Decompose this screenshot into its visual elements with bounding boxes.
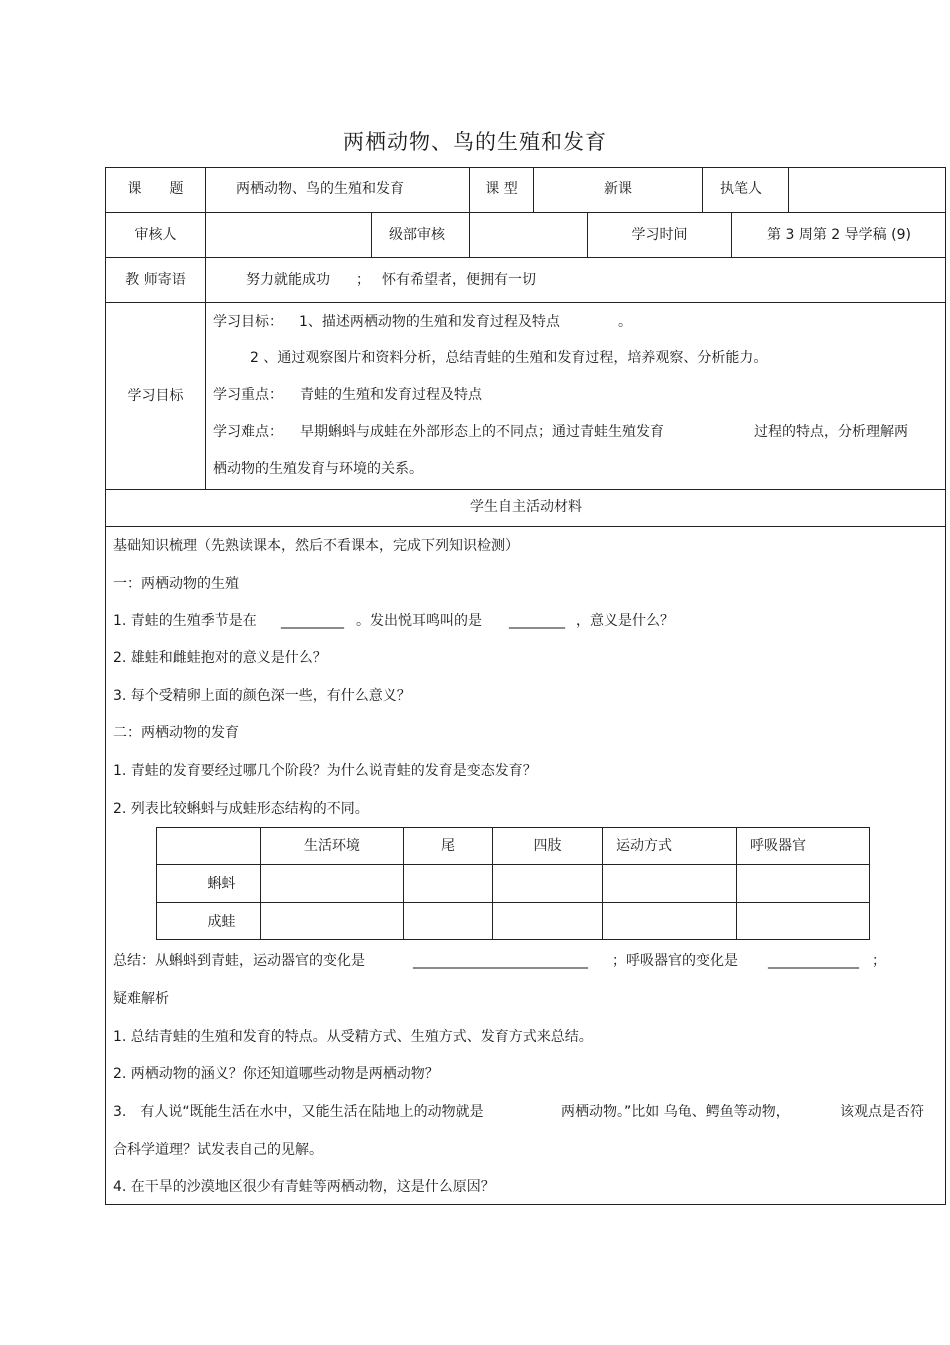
material-intro: 基础知识梳理（先熟读课本，然后不看课本，完成下列知识检测） [113, 538, 519, 554]
comparison-col-divider [602, 827, 603, 940]
summary-blank-1: _________________________ [413, 953, 588, 969]
row-divider [105, 302, 946, 303]
comparison-header-locomotion: 运动方式 [616, 838, 672, 854]
comparison-row-divider [156, 864, 870, 865]
analysis-question-3-b: 两栖动物。”比如 乌龟、鳄鱼等动物， [561, 1104, 790, 1120]
topic-value: 两栖动物、鸟的生殖和发育 [236, 181, 404, 197]
analysis-question-4: 4. 在干旱的沙漠地区很少有青蛙等两栖动物，这是什么原因？ [113, 1179, 495, 1195]
row-divider [105, 526, 946, 527]
topic-label: 课 题 [127, 181, 184, 197]
summary-end: ； [872, 953, 886, 969]
reviewer-label: 审核人 [134, 227, 177, 243]
comparison-header-tail: 尾 [441, 838, 455, 854]
analysis-question-3-d: 合科学道理？试发表自己的见解。 [113, 1142, 323, 1158]
comparison-header-limbs: 四肢 [533, 838, 562, 854]
focus-text: 青蛙的生殖和发育过程及特点 [300, 387, 482, 403]
comparison-row-divider [156, 902, 870, 903]
question-5: 2. 列表比较蝌蚪与成蛙形态结构的不同。 [113, 801, 369, 817]
question-2: 2. 雄蛙和雌蛙抱对的意义是什么？ [113, 650, 327, 666]
teacher-message-sep: ； [356, 272, 370, 288]
question-1-c: ，意义是什么？ [576, 613, 674, 629]
col-divider [469, 212, 470, 257]
comparison-header-habitat: 生活环境 [304, 838, 360, 854]
difficulty-text-b: 过程的特点，分析理解两 [754, 424, 908, 440]
question-1-b: 。发出悦耳鸣叫的是 [356, 613, 482, 629]
goal-1-prefix: 学习目标： [213, 314, 283, 330]
summary-blank-2: _____________ [768, 953, 859, 969]
difficulty-label: 学习难点： [213, 424, 283, 440]
col-divider [788, 167, 789, 212]
section-analysis: 疑难解析 [113, 991, 169, 1007]
analysis-question-3-c: 该观点是否符 [840, 1104, 924, 1120]
analysis-question-2: 2. 两栖动物的涵义？你还知道哪些动物是两栖动物？ [113, 1066, 439, 1082]
question-1-blank-2: ________ [509, 613, 565, 629]
question-1-a: 1. 青蛙的生殖季节是在 [113, 613, 257, 629]
author-label: 执笔人 [720, 181, 762, 197]
difficulty-text-c: 栖动物的生殖发育与环境的关系。 [213, 461, 423, 477]
teacher-message-label: 教 师寄语 [125, 272, 186, 288]
type-label: 课 型 [485, 181, 518, 197]
comparison-row-frog: 成蛙 [207, 914, 236, 930]
question-1-blank-1: _________ [281, 613, 344, 629]
row-divider [105, 489, 946, 490]
goal-2-text: 2 、通过观察图片和资料分析，总结青蛙的生殖和发育过程，培养观察、分析能力。 [250, 350, 768, 366]
focus-label: 学习重点： [213, 387, 283, 403]
question-3: 3. 每个受精卵上面的颜色深一些，有什么意义？ [113, 688, 411, 704]
question-4: 1. 青蛙的发育要经过哪几个阶段？为什么说青蛙的发育是变态发育？ [113, 763, 537, 779]
row-divider [105, 257, 946, 258]
summary-a: 总结：从蝌蚪到青蛙，运动器官的变化是 [113, 953, 365, 969]
difficulty-text-a: 早期蝌蚪与成蛙在外部形态上的不同点；通过青蛙生殖发育 [300, 424, 664, 440]
teacher-message-part2: 怀有希望者，便拥有一切 [382, 272, 536, 288]
col-divider [371, 212, 372, 257]
col-divider [702, 167, 703, 212]
goals-label: 学习目标 [127, 388, 184, 404]
analysis-question-1: 1. 总结青蛙的生殖和发育的特点。从受精方式、生殖方式、发育方式来总结。 [113, 1029, 593, 1045]
section-reproduction: 一：两栖动物的生殖 [113, 576, 239, 592]
material-heading: 学生自主活动材料 [470, 499, 582, 515]
summary-b: ；呼吸器官的变化是 [612, 953, 738, 969]
study-time-label: 学习时间 [631, 227, 688, 243]
goal-1-end: 。 [618, 314, 632, 330]
type-value: 新课 [604, 181, 632, 197]
row-divider [105, 212, 946, 213]
section-development: 二：两栖动物的发育 [113, 725, 239, 741]
comparison-row-tadpole: 蝌蚪 [207, 876, 236, 892]
document-title: 两栖动物、鸟的生殖和发育 [343, 130, 607, 154]
teacher-message-part1: 努力就能成功 [246, 272, 330, 288]
analysis-question-3-a: 3. 有人说“既能生活在水中，又能生活在陆地上的动物就是 [113, 1104, 484, 1120]
comparison-header-respiration: 呼吸器官 [750, 838, 806, 854]
col-divider [205, 167, 206, 489]
goal-1-text: 1、描述两栖动物的生殖和发育过程及特点 [299, 314, 560, 330]
study-time-value: 第 3 周第 2 导学稿 (9) [767, 227, 911, 243]
grade-review-label: 级部审核 [389, 227, 445, 243]
comparison-col-divider [736, 827, 737, 940]
